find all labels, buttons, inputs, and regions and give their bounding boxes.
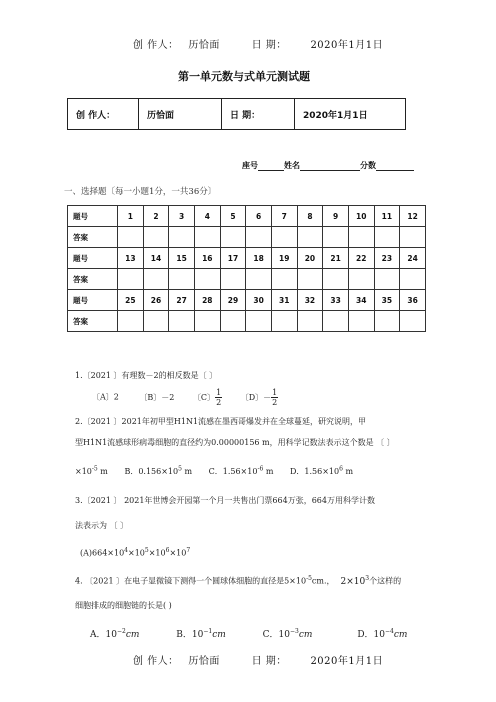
q1-c-num: 1 [216,388,222,397]
grid-question-number: 5 [220,206,246,227]
grid-question-number: 33 [323,290,349,311]
grid-answer-cell[interactable] [220,311,246,332]
q1-option-c-label: 〔C〕 [192,392,216,402]
seat-blank[interactable] [258,161,284,171]
q1-option-c[interactable] [192,388,222,407]
grid-answer-cell[interactable] [143,311,169,332]
q3-exp-2: 5 [144,547,149,554]
q1-option-a[interactable]: 〔A〕2 [92,392,119,402]
q2-c-unit: m [265,466,274,476]
q4-c-exp: −3 [290,628,299,635]
grid-answer-cell[interactable] [169,311,195,332]
grid-question-number: 35 [374,290,400,311]
grid-question-number: 34 [348,290,374,311]
q1-d-num: 1 [272,388,278,397]
grid-question-number: 8 [297,206,323,227]
page-footer [133,652,383,667]
q3-opt-a: (A)664×10 [80,548,125,558]
grid-answer-row [68,311,426,332]
grid-answer-cell[interactable] [118,269,144,290]
grid-answer-cell[interactable] [297,227,323,248]
grid-answer-cell[interactable] [374,227,400,248]
grid-question-number: 1 [118,206,144,227]
author-name: 历恰面 [188,40,220,51]
footer-date-value: 2020年1月1日 [310,656,384,667]
grid-question-number: 25 [118,290,144,311]
grid-answer-cell[interactable] [297,269,323,290]
date-value: 2020年1月1日 [310,40,384,51]
grid-answer-cell[interactable] [297,311,323,332]
grid-answer-cell[interactable] [194,227,220,248]
q4-text-a: 4. 〔2021 〕在电子显微镜下测得一个圆球体细胞的直径是5×10 [75,576,307,586]
q4-option-d[interactable] [357,630,407,640]
grid-answer-cell[interactable] [194,311,220,332]
q3-opt-c: ×10 [148,548,166,558]
grid-answer-label: 答案 [68,227,118,248]
grid-answer-cell[interactable] [374,269,400,290]
grid-answer-cell[interactable] [169,227,195,248]
q4-b-exp: −1 [203,628,213,635]
author-box-date: 2020年1月1日 [303,110,368,121]
grid-answer-cell[interactable] [400,227,426,248]
q2-a-unit: m [100,466,108,476]
grid-question-number: 36 [400,290,426,311]
q3-exp-4: 7 [186,547,191,554]
q4-exp-2: 3 [365,575,370,582]
q1-option-d-label: 〔D〕－ [240,392,272,402]
page-header [133,36,383,51]
question-2-line-1: 2.〔2021 〕2021年初甲型H1N1流感在墨西哥爆发并在全球蔓延，研究说明，甲 [75,417,367,426]
grid-answer-cell[interactable] [400,311,426,332]
author-box [67,98,406,130]
grid-answer-cell[interactable] [220,227,246,248]
q4-d-unit: cm [393,630,408,640]
grid-question-number: 9 [323,206,349,227]
q2-option-b[interactable] [124,467,192,476]
grid-question-number: 30 [246,290,272,311]
question-1-options [92,388,278,407]
q4-d-exp: −4 [384,628,394,635]
q4-c-text: C．10 [262,630,290,640]
q4-text-c: 2×10 [340,576,366,587]
grid-question-number: 20 [297,248,323,269]
q4-text-d: 个这样的 [369,576,402,586]
grid-answer-cell[interactable] [194,269,220,290]
grid-answer-cell[interactable] [348,227,374,248]
author-label: 创 作人： [133,40,179,51]
q4-option-c[interactable] [263,630,313,640]
score-blank[interactable] [376,161,414,171]
grid-answer-row [68,227,426,248]
name-label: 姓名 [284,161,300,170]
q2-a-text: ×10 [75,466,92,476]
q1-option-b[interactable]: 〔B〕－2 [139,392,175,402]
answer-grid [67,205,426,332]
q2-d-text: D．1.56×10 [290,466,340,476]
grid-question-number: 16 [194,248,220,269]
grid-question-number: 21 [323,248,349,269]
grid-answer-cell[interactable] [118,227,144,248]
grid-row-label: 题号 [68,248,118,269]
grid-answer-cell[interactable] [374,311,400,332]
q2-option-c[interactable] [209,467,274,476]
grid-question-number: 28 [194,290,220,311]
grid-answer-cell[interactable] [246,269,272,290]
grid-answer-cell[interactable] [246,311,272,332]
q4-a-text: A．10 [90,630,117,640]
grid-question-number: 13 [118,248,144,269]
score-label: 分数 [360,161,376,170]
grid-question-number: 27 [169,290,195,311]
q4-c-unit: cm [298,630,313,640]
q3-exp-3: 6 [165,547,170,554]
question-4-line-2: 细胞排成的细胞链的长是( ) [75,601,172,610]
q4-option-b[interactable] [176,630,226,640]
grid-number-row [68,206,426,227]
grid-question-number: 23 [374,248,400,269]
grid-answer-label: 答案 [68,269,118,290]
page-title: 第一单元数与式单元测试题 [178,70,310,83]
grid-row-label: 题号 [68,206,118,227]
q2-option-d[interactable] [290,467,353,476]
grid-question-number: 15 [169,248,195,269]
grid-answer-cell[interactable] [323,269,349,290]
grid-answer-cell[interactable] [323,227,349,248]
grid-answer-cell[interactable] [271,269,297,290]
grid-answer-cell[interactable] [323,311,349,332]
question-2-options [75,465,353,477]
grid-answer-cell[interactable] [400,269,426,290]
grid-question-number: 32 [297,290,323,311]
author-box-name: 历恰面 [139,99,222,129]
q4-d-text: D．10 [357,630,385,640]
grid-answer-cell[interactable] [271,227,297,248]
author-box-label: 创 作人： [68,99,139,129]
question-4-options [90,627,407,640]
grid-answer-cell[interactable] [220,269,246,290]
grid-answer-cell[interactable] [246,227,272,248]
q4-exp-1: -5 [306,575,312,582]
q4-a-unit: cm [125,630,140,640]
grid-question-number: 17 [220,248,246,269]
grid-question-number: 7 [271,206,297,227]
footer-author-label: 创 作人： [133,656,179,667]
grid-question-number: 24 [400,248,426,269]
author-box-date-label: 日 期： [222,99,295,129]
question-1: 1.〔2021 〕有理数－2的相反数是〔 〕 [75,371,218,380]
q2-option-a[interactable] [75,467,108,476]
q1-d-den: 2 [272,398,278,407]
question-3-options[interactable] [80,547,190,558]
score-line [242,160,414,171]
footer-author-name: 历恰面 [188,656,220,667]
q2-c-text: C．1.56×10 [208,466,258,476]
question-2-line-2: 型H1N1流感球形病毒细胞的直径约为0.00000156 m，用科学记数法表示这个数是 〔 〕 [75,438,395,447]
q1-fraction-d [271,388,278,407]
q4-a-exp: −2 [116,628,126,635]
grid-answer-cell[interactable] [348,269,374,290]
grid-question-number: 18 [246,248,272,269]
grid-question-number: 10 [348,206,374,227]
seat-label: 座号 [242,161,258,170]
grid-number-row [68,290,426,311]
question-4-line-1 [75,575,401,587]
grid-answer-cell[interactable] [271,311,297,332]
q1-fraction-c [215,388,222,407]
q2-b-text: B．0.156×10 [124,466,179,476]
name-blank[interactable] [300,161,360,171]
grid-question-number: 22 [348,248,374,269]
grid-question-number: 31 [271,290,297,311]
q2-b-unit: m [184,466,193,476]
grid-question-number: 11 [374,206,400,227]
grid-row-label: 题号 [68,290,118,311]
q2-a-exp: -5 [91,465,98,472]
q4-option-a[interactable] [90,630,139,640]
grid-answer-row [68,269,426,290]
q2-d-unit: m [345,466,354,476]
section-heading: 一、选择题〔每一小题1分，一共36分〕 [64,187,217,197]
grid-answer-cell[interactable] [348,311,374,332]
q2-d-exp: 6 [339,465,343,472]
grid-question-number: 2 [143,206,169,227]
q4-b-text: B．10 [176,630,204,640]
q3-opt-b: ×10 [128,548,145,558]
q2-b-exp: 5 [178,465,182,472]
q1-option-d[interactable] [240,388,279,407]
grid-question-number: 3 [169,206,195,227]
grid-question-number: 29 [220,290,246,311]
grid-question-number: 26 [143,290,169,311]
q2-c-exp: -6 [257,465,264,472]
question-3-line-1: 3.〔2021 〕 2021年世博会开园第一个月一共售出门票664万张，664万用科学计数 [75,496,375,505]
q1-c-den: 2 [216,398,222,407]
grid-number-row [68,248,426,269]
grid-question-number: 19 [271,248,297,269]
grid-question-number: 14 [143,248,169,269]
grid-question-number: 6 [246,206,272,227]
grid-answer-cell[interactable] [169,269,195,290]
grid-answer-label: 答案 [68,311,118,332]
date-label: 日 期： [251,40,287,51]
q3-exp-1: 4 [124,547,128,554]
question-3-line-2: 法表示为 〔 〕 [75,521,129,530]
grid-answer-cell[interactable] [143,269,169,290]
q3-opt-d: ×10 [169,548,187,558]
grid-question-number: 12 [400,206,426,227]
q4-b-unit: cm [212,630,226,640]
footer-date-label: 日 期： [251,656,287,667]
grid-question-number: 4 [194,206,220,227]
q4-text-b: cm.， [311,576,335,586]
grid-answer-cell[interactable] [143,227,169,248]
grid-answer-cell[interactable] [118,311,144,332]
